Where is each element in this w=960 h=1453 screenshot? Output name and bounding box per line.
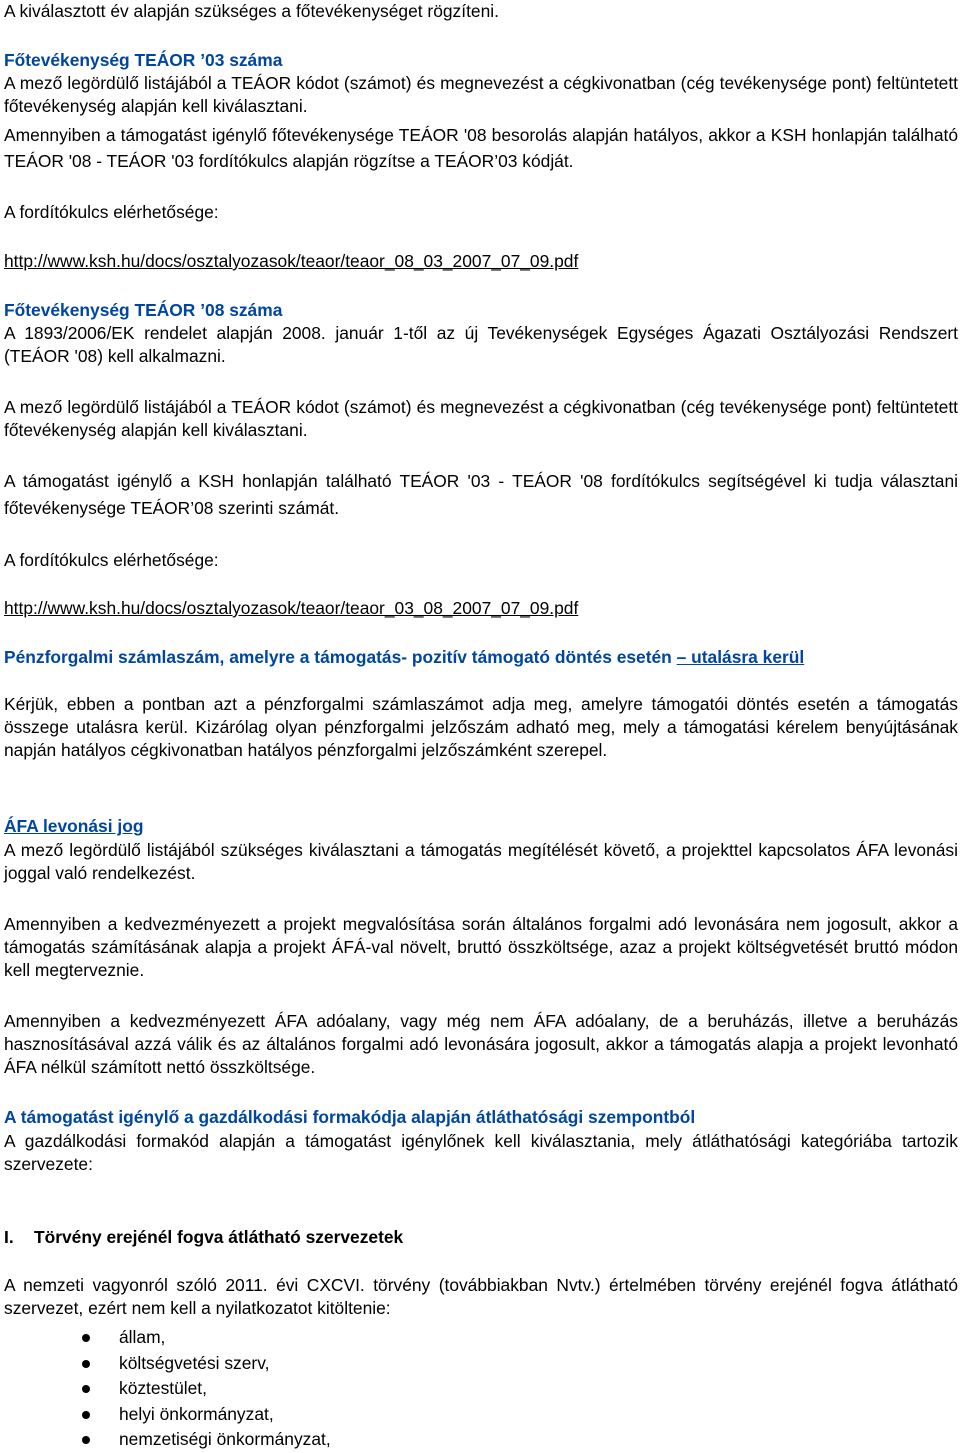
section-heading	[4, 1226, 403, 1249]
teaor08-paragraph-3: A támogatást igénylő a KSH honlapján található TEÁOR '03 - TEÁOR '08 fordítókulcs segítségével ki tudja választani főtevékenysége TEÁOR’08 szerinti számát.	[4, 471, 958, 518]
afa-paragraph-3: Amennyiben a kedvezményezett ÁFA adóalany, vagy még nem ÁFA adóalany, de a beruházás, illetve a beruházás hasznosításával azzá válik és az általános forgalmi adó levonására jogosult, akkor a támogatás alapja a projekt levonható ÁFA nélkül számított nettó összköltsége.	[4, 1011, 958, 1077]
teaor08-heading: Főtevékenység TEÁOR ’08 száma	[4, 300, 283, 320]
bullet-icon	[82, 1411, 90, 1419]
bullet-icon	[82, 1385, 90, 1393]
bullet-icon	[82, 1360, 90, 1368]
teaor03-paragraph-1: A mező legördülő listájából a TEÁOR kódot (számot) és megnevezést a cégkivonatban (cég tevékenysége pont) feltüntetett főtevékenység alapján kell kiválasztani.	[4, 73, 958, 116]
bank-heading-main: Pénzforgalmi számlaszám, amelyre a támogatás- pozitív támogató döntés esetén	[4, 647, 677, 667]
bullet-icon	[82, 1334, 90, 1342]
teaor03-key-label: A fordítókulcs elérhetősége:	[4, 202, 219, 222]
list-item: nemzetiségi önkormányzat,	[4, 1427, 331, 1453]
transparency-paragraph-1: A gazdálkodási formakód alapján a támogatást igénylőnek kell kiválasztania, mely átláthatósági kategóriába tartozik szervezete:	[4, 1131, 958, 1174]
teaor08-paragraph-2: A mező legördülő listájából a TEÁOR kódot (számot) és megnevezést a cégkivonatban (cég tevékenysége pont) feltüntetett főtevékenység alapján kell kiválasztani.	[4, 397, 958, 440]
teaor08-paragraph-1: A 1893/2006/EK rendelet alapján 2008. január 1-től az új Tevékenységek Egységes Ágazati Osztályozási Rendszert (TEÁOR '08) kell alkalmazni.	[4, 323, 958, 366]
organization-list	[4, 1325, 331, 1453]
list-item: állam,	[4, 1325, 331, 1351]
list-item: költségvetési szerv,	[4, 1351, 331, 1377]
bank-paragraph-1: Kérjük, ebben a pontban azt a pénzforgalmi számlaszámot adja meg, amelyre támogatói döntés esetén a támogatás összege utalásra kerül. Kizárólag olyan pénzforgalmi jelzőszám adható meg, mely a támogatási kérelem benyújtásának napján hatályos cégkivonatban hatályos pénzforgalmi jelzőszámként szerepel.	[4, 694, 958, 760]
bank-heading	[4, 646, 958, 669]
list-item: helyi önkormányzat,	[4, 1402, 331, 1428]
afa-paragraph-1: A mező legördülő listájából szükséges kiválasztani a támogatás megítélését követő, a projekttel kapcsolatos ÁFA levonási joggal való rendelkezést.	[4, 840, 958, 883]
section-title: Törvény erejénél fogva átlátható szervezetek	[34, 1227, 404, 1247]
section-number: I.	[4, 1227, 14, 1247]
intro-text: A kiválasztott év alapján szükséges a főtevékenységet rögzíteni.	[4, 1, 499, 21]
teaor03-heading: Főtevékenység TEÁOR ’03 száma	[4, 50, 283, 70]
teaor08-key-link[interactable]: http://www.ksh.hu/docs/osztalyozasok/teaor/teaor_03_08_2007_07_09.pdf	[4, 598, 579, 618]
afa-paragraph-2: Amennyiben a kedvezményezett a projekt megvalósítása során általános forgalmi adó levonására nem jogosult, akkor a támogatás számításának alapja a projekt ÁFÁ-val növelt, bruttó összköltsége, azaz a projekt költségvetését bruttó módon kell megterveznie.	[4, 914, 958, 980]
list-item: köztestület,	[4, 1376, 331, 1402]
afa-heading: ÁFA levonási jog	[4, 816, 144, 836]
teaor08-key-label: A fordítókulcs elérhetősége:	[4, 550, 219, 570]
teaor03-key-link[interactable]: http://www.ksh.hu/docs/osztalyozasok/teaor/teaor_08_03_2007_07_09.pdf	[4, 251, 579, 271]
transparency-paragraph-2: A nemzeti vagyonról szóló 2011. évi CXCVI. törvény (továbbiakban Nvtv.) értelmében törvény erejénél fogva átlátható szervezet, ezért nem kell a nyilatkozatot kitöltenie:	[4, 1275, 958, 1318]
bullet-icon	[82, 1436, 90, 1444]
bank-heading-underlined: – utalásra kerül	[676, 647, 805, 667]
transparency-heading: A támogatást igénylő a gazdálkodási formakódja alapján átláthatósági szempontból	[4, 1107, 696, 1127]
teaor03-paragraph-2: Amennyiben a támogatást igénylő főtevékenysége TEÁOR '08 besorolás alapján hatályos, akkor a KSH honlapján található TEÁOR '08 - TEÁOR '03 fordítókulcs alapján rögzítse a TEÁOR’03 kódját.	[4, 125, 958, 171]
